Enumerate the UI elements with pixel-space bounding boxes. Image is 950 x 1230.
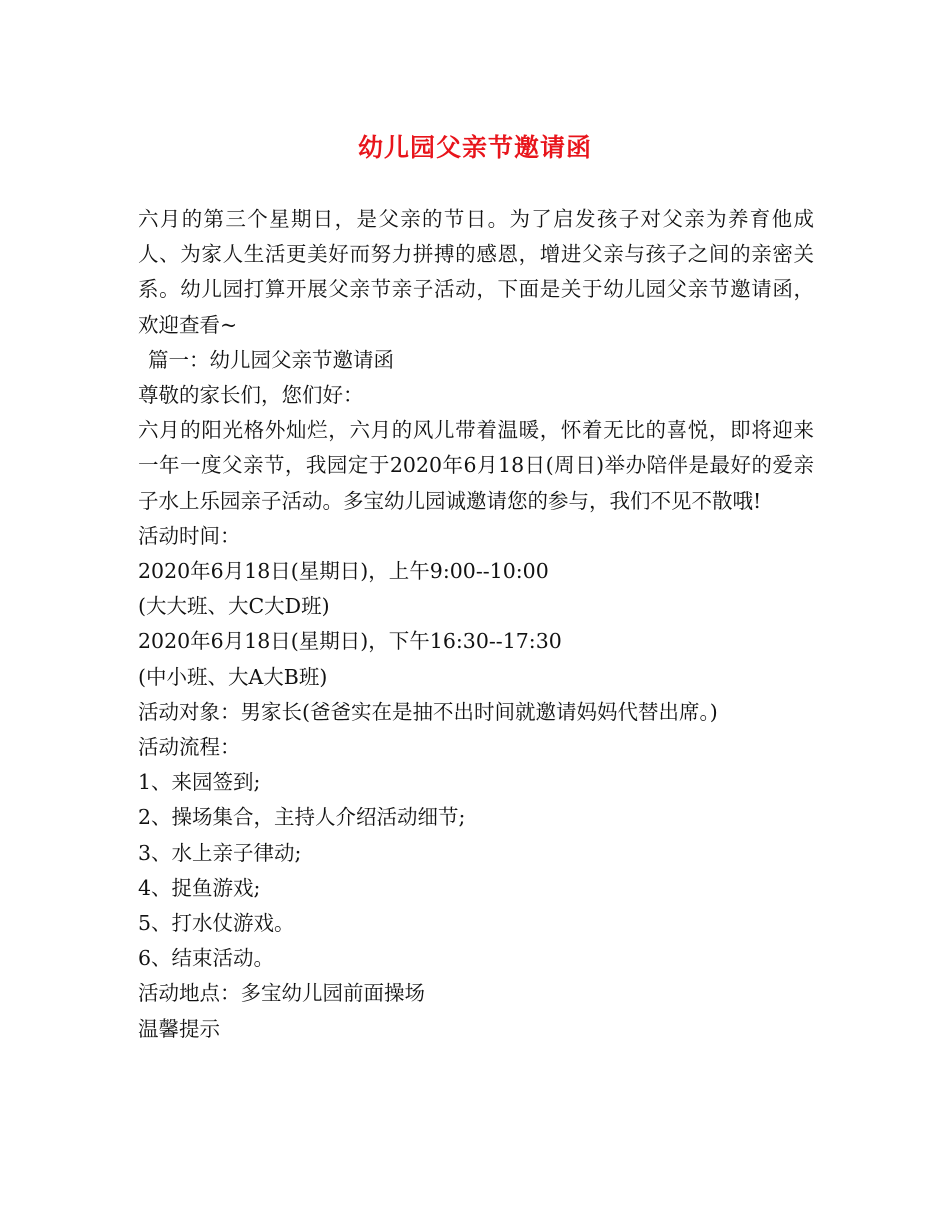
greeting-line: 尊敬的家长们，您们好：	[138, 383, 364, 408]
process-step: 5、打水仗游戏。	[138, 911, 295, 936]
process-step: 6、结束活动。	[138, 946, 275, 971]
invitation-paragraph: 六月的阳光格外灿烂，六月的风儿带着温暖，怀着无比的喜悦，即将迎来一年一度父亲节，我园定于2020年6月18日(周日)举办陪伴是最好的爱亲子水上乐园亲子活动。多宝幼儿园诚邀请您的参与，我们不见不散哦!	[138, 418, 814, 513]
time-slot-1: 2020年6月18日(星期日)，上午9:00--10:00	[138, 559, 549, 584]
classes-slot-2: (中小班、大A大B班)	[138, 664, 328, 689]
time-slot-2: 2020年6月18日(星期日)，下午16:30--17:30	[138, 629, 562, 654]
process-step: 4、捉鱼游戏;	[138, 875, 261, 900]
section-heading: 篇一：幼儿园父亲节邀请函	[148, 347, 394, 372]
intro-paragraph: 六月的第三个星期日，是父亲的节日。为了启发孩子对父亲为养育他成人、为家人生活更美好而努力拼搏的感恩，增进父亲与孩子之间的亲密关系。幼儿园打算开展父亲节亲子活动，下面是关于幼儿园父亲节邀请函，欢迎查看~	[138, 207, 814, 337]
document-title: 幼儿园父亲节邀请函	[357, 133, 592, 162]
process-step: 3、水上亲子律动;	[138, 840, 302, 865]
tips-label: 温馨提示	[138, 1016, 220, 1041]
process-step: 1、来园签到;	[138, 770, 261, 795]
document-body	[138, 202, 814, 1047]
process-step: 2、操场集合，主持人介绍活动细节;	[138, 805, 466, 830]
location-line: 活动地点：多宝幼儿园前面操场	[138, 981, 425, 1006]
process-label: 活动流程：	[138, 735, 241, 760]
target-line: 活动对象：男家长(爸爸实在是抽不出时间就邀请妈妈代替出席。)	[138, 699, 718, 724]
classes-slot-1: (大大班、大C大D班)	[138, 594, 330, 619]
time-label: 活动时间：	[138, 523, 241, 548]
